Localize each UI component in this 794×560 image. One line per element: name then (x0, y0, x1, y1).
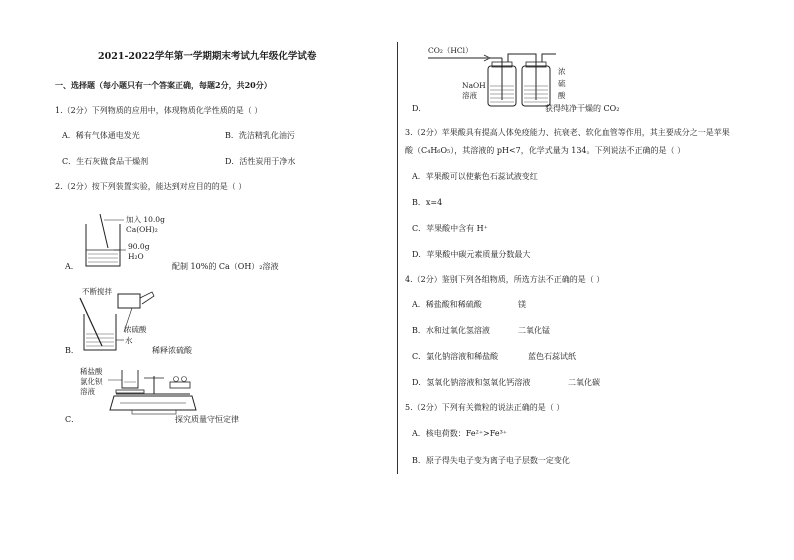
q3-stem-line1: 3.（2分）苹果酸具有提高人体免疫能力、抗衰老、软化血管等作用，其主要成分之一是苹果 (405, 128, 730, 137)
q2-option-c-text: 探究质量守恒定律 (175, 415, 239, 424)
q4-stem: 4.（2分）鉴别下列各组物质，所选方法不正确的是（ ） (405, 275, 605, 284)
q5-option-a: A．核电荷数：Fe²⁺>Fe³⁺ (412, 429, 508, 438)
c-label-bacl2: 氯化钡 (80, 377, 103, 386)
balance-diagram-c (80, 366, 210, 420)
q4-option-d: D．氢氧化钠溶液和氢氧化钙溶液 (412, 378, 531, 387)
a-label-mass: 90.0g (128, 242, 150, 251)
q2-option-b-text: 稀释浓硫酸 (152, 346, 192, 355)
b-label-stir: 不断搅拌 (82, 287, 112, 296)
d-label-naoh: NaOH (462, 81, 486, 90)
b-label-water: 水 (125, 336, 133, 345)
q4-option-c-method: 蓝色石蕊试纸 (528, 352, 576, 361)
q2-option-b-letter: B． (65, 346, 79, 355)
q4-option-b: B．水和过氧化氢溶液 (412, 326, 490, 335)
q1-option-a: A．稀有气体通电发光 (62, 131, 140, 140)
q4-option-a-method: 镁 (518, 300, 526, 309)
q3-option-b: B．x=4 (412, 198, 443, 207)
q1-option-c: C．生石灰做食品干燥剂 (62, 157, 149, 166)
a-label-add: 加入 10.0g (126, 215, 165, 224)
q3-option-a: A．苹果酸可以使紫色石蕊试液变红 (412, 172, 538, 181)
q5-option-b: B．原子得失电子变为离子电子层数一定变化 (412, 456, 570, 465)
q2-option-d-text: 获得纯净干燥的 CO₂ (545, 104, 620, 113)
c-label-hcl: 稀盐酸 (80, 367, 103, 376)
q3-stem-line2: 酸（C₄H₆O₅），其溶液的 pH<7，化学式量为 134。下列说法不正确的是（ ） (405, 146, 686, 155)
a-label-caoh2: Ca(OH)₂ (126, 225, 158, 234)
d-label-naoh-solution: 溶液 (462, 91, 477, 100)
q4-option-d-method: 二氧化碳 (568, 378, 600, 387)
q2-option-a-text: 配制 10%的 Ca（OH）₂溶液 (172, 262, 279, 271)
q4-option-c: C．氯化钠溶液和稀盐酸 (412, 352, 499, 361)
q2-option-d-letter: D． (412, 104, 427, 113)
column-divider (397, 42, 398, 474)
q1-option-d: D．活性炭用于净水 (225, 157, 296, 166)
q1-option-b: B．洗洁精乳化油污 (225, 131, 295, 140)
c-label-solution: 溶液 (80, 387, 95, 396)
d-label-acid: 酸 (558, 91, 566, 100)
a-label-water: H₂O (128, 252, 144, 261)
d-label-co2: CO₂（HCl） (428, 46, 473, 55)
q1-stem: 1.（2分）下列物质的应用中，体现物质化学性质的是（ ） (55, 106, 263, 115)
q2-option-a-letter: A． (65, 262, 79, 271)
page-title: 2021-2022学年第一学期期末考试九年级化学试卷 (98, 51, 317, 62)
q3-option-c: C．苹果酸中含有 H⁺ (412, 224, 488, 233)
d-label-sulfur: 硫 (558, 79, 566, 88)
q5-stem: 5.（2分）下列有关微粒的说法正确的是（ ） (405, 403, 565, 412)
b-label-acid: 浓硫酸 (124, 325, 147, 334)
q2-option-c-letter: C． (65, 415, 80, 424)
section-heading: 一、选择题（每小题只有一个答案正确，每题2分，共20分） (55, 80, 272, 90)
d-label-conc: 浓 (558, 67, 566, 76)
q4-option-b-method: 二氧化锰 (518, 326, 550, 335)
q3-option-d: D．苹果酸中碳元素质量分数最大 (412, 250, 531, 259)
q4-option-a: A．稀盐酸和稀硫酸 (412, 300, 482, 309)
q2-stem: 2.（2分）按下列装置实验，能达到对应目的的是（ ） (55, 182, 247, 191)
